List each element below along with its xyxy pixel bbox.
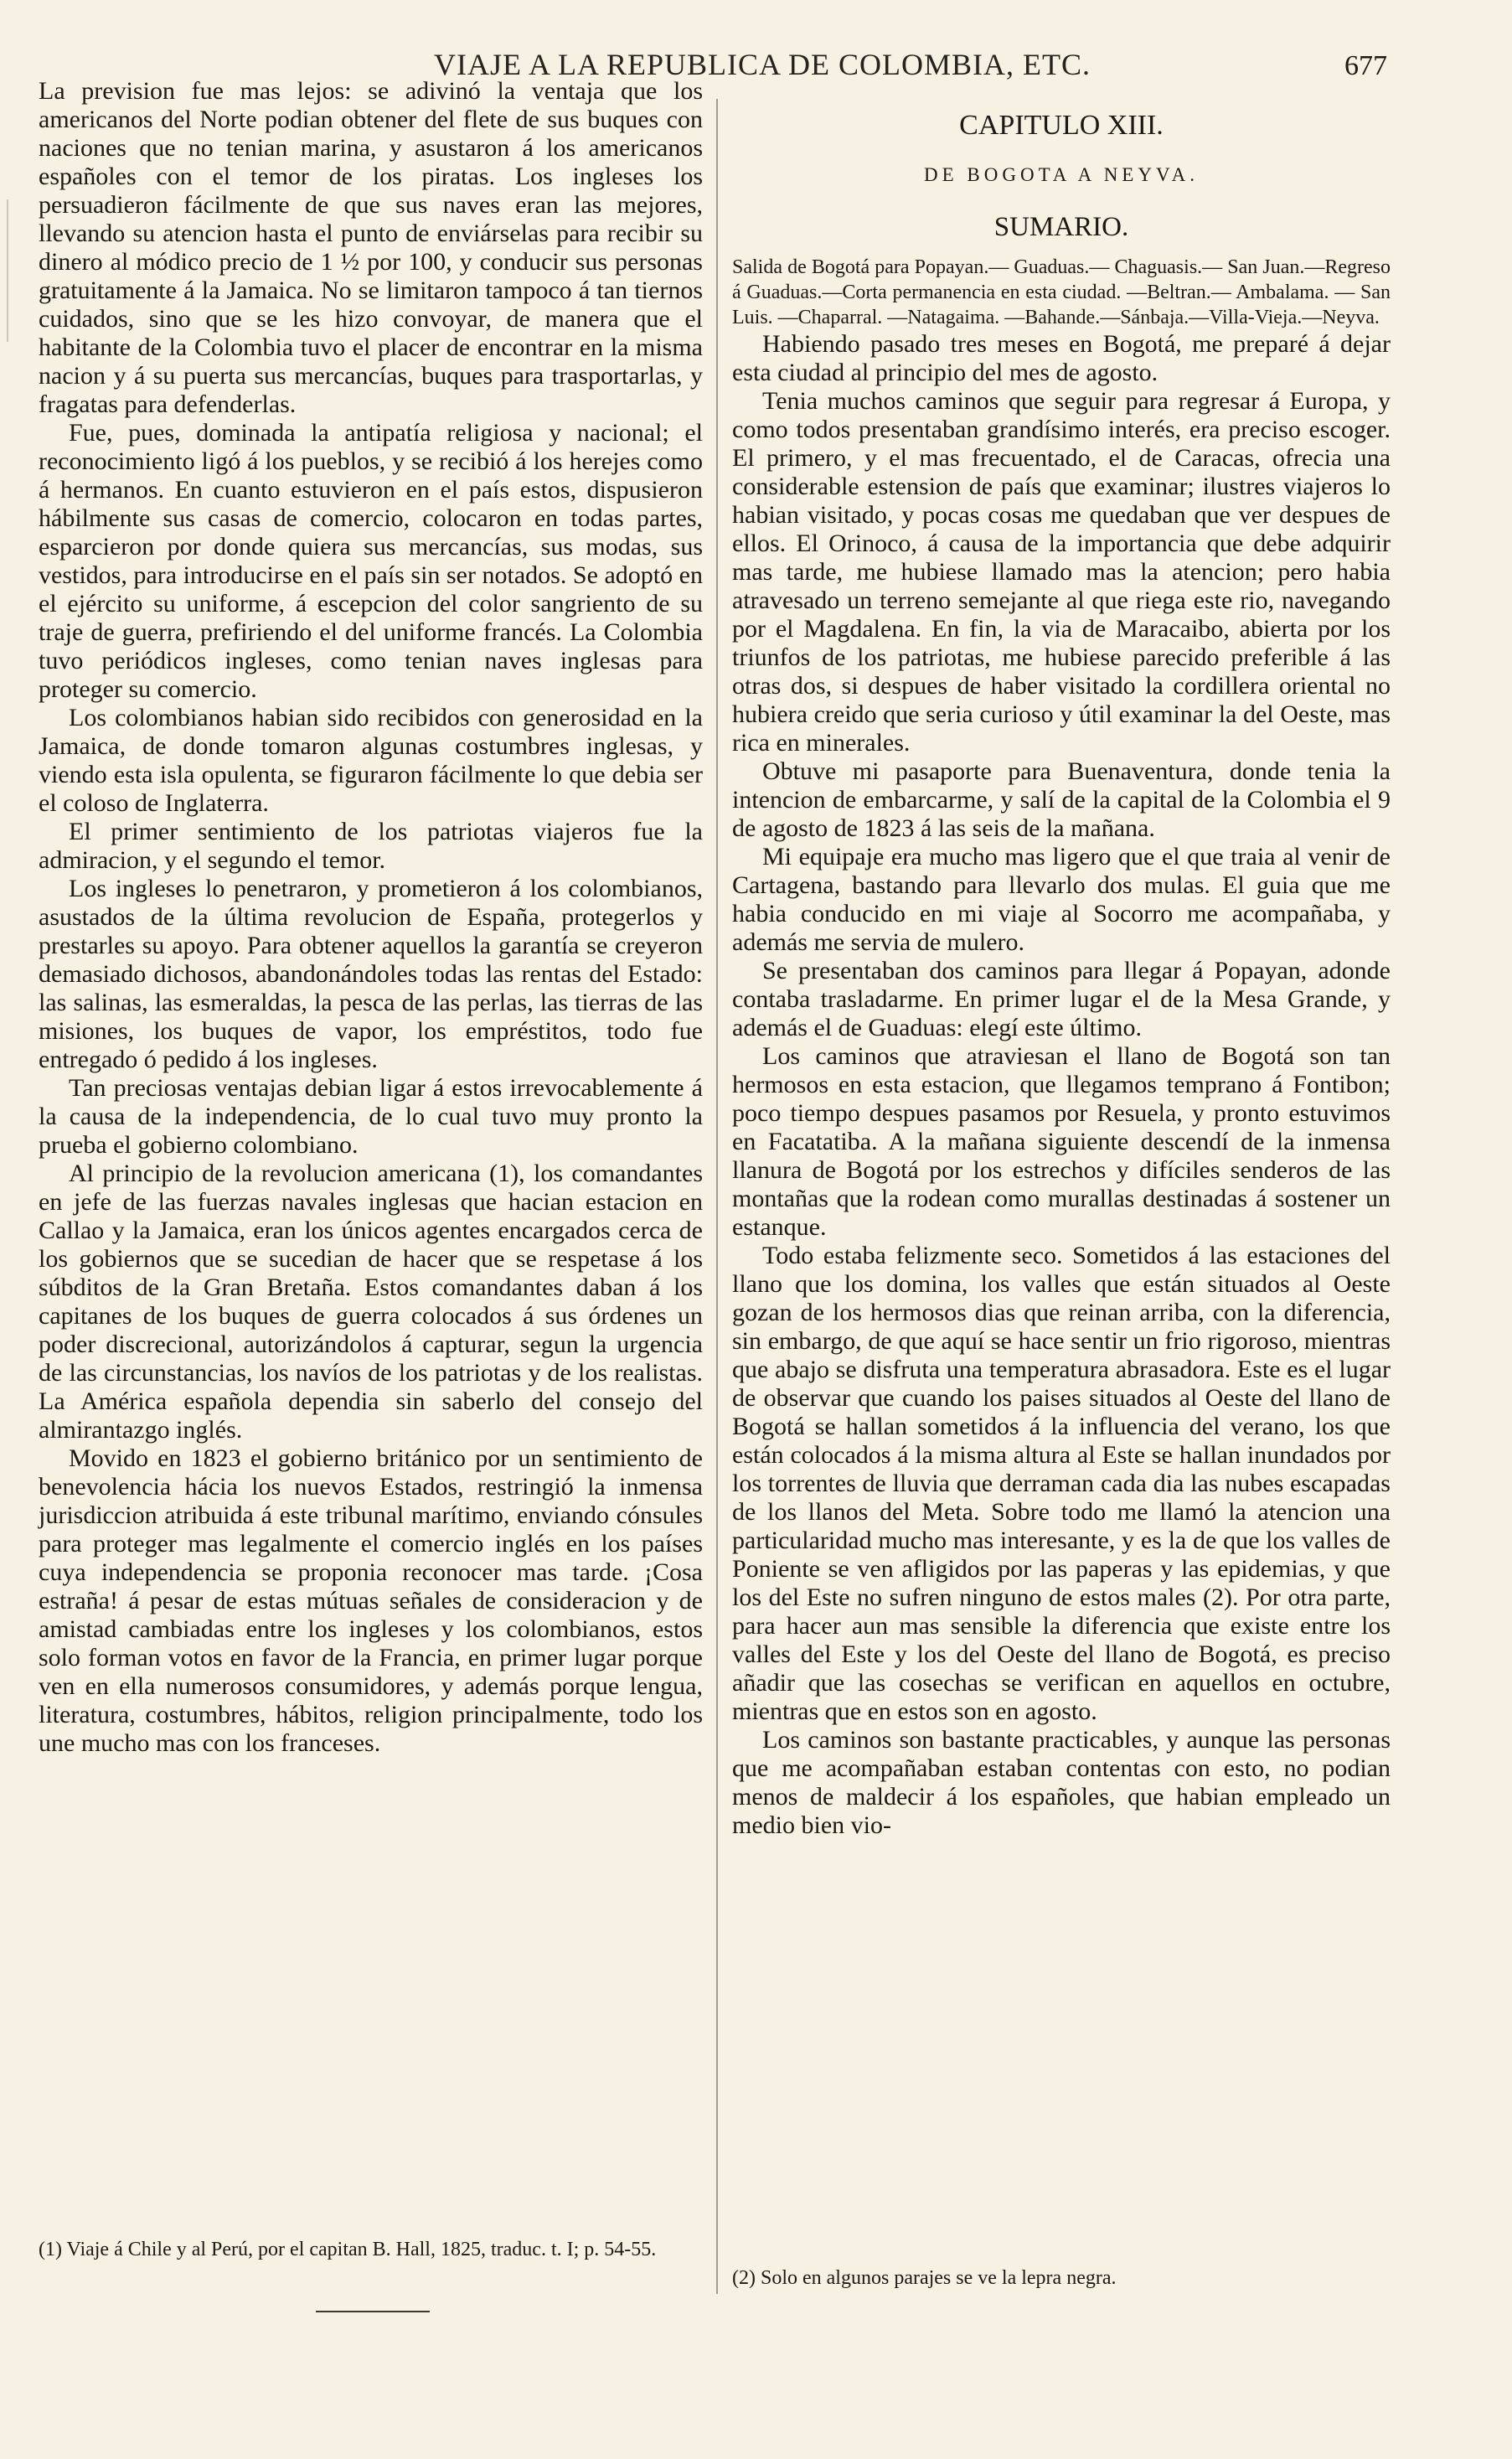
left-paragraph-7: Al principio de la revolucion americana (1), los comandantes en jefe de las fuerzas navales inglesas que hacian estacion en Callao y la Jamaica, eran los únicos agentes encargados cerca de los gobiernos que se sucedian de hacer que se respetase á los súbditos de la Gran Bretaña. Estos comandantes daban á los capitanes de los buques de guerra colocados á sus órdenes un poder discrecional, autorizándolos á capturar, segun la urgencia de las circunstancias, los navíos de los patriotas y de los realistas. La América española dependia sin saberlo del consejo del almirantazgo inglés. (39, 1160, 703, 1444)
margin-mark (7, 199, 8, 342)
page-number: 677 (1344, 50, 1387, 81)
summary-title: SUMARIO. (993, 212, 1129, 242)
left-paragraph-6: Tan preciosas ventajas debian ligar á estos irrevocablemente á la causa de la independencia, de lo cual tuvo muy pronto la prueba el gobierno colombiano. (39, 1074, 703, 1159)
chapter-title: CAPITULO XIII. (959, 110, 1164, 141)
footnote-right: (2) Solo en algunos parajes se ve la lepra negra. (732, 2267, 1117, 2289)
left-column (39, 77, 703, 1758)
footnote-rule (316, 2311, 430, 2312)
right-paragraph-5: Se presentaban dos caminos para llegar á Popayan, adonde contaba trasladarme. En primer lugar el de la Mesa Grande, y además el de Guaduas: elegí este último. (732, 957, 1391, 1041)
right-paragraph-7: Todo estaba felizmente seco. Sometidos á las estaciones del llano que los domina, los valles que están situados al Oeste gozan de los hermosos dias que reinan arriba, con la diferencia, sin embargo, de que aquí se hace sentir un frio rigoroso, mientras que abajo se disfruta una temperatura abrasadora. Este es el lugar de observar que cuando los paises situados al Oeste del llano de Bogotá se hallan sometidos á la influencia del verano, los que están colocados á la misma altura al Este se hallan inundados por los torrentes de lluvia que derraman cada dia las nubes escapadas de los llanos del Meta. Sobre todo me llamó la atencion una particularidad mucho mas interesante, y es la de que los valles de Poniente se ven afligidos por las paperas y las epidemias, y que los del Este no sufren ninguno de estos males (2). Por otra parte, para hacer aun mas sensible la diferencia que existe entre los valles del Este y los del Oeste del llano de Bogotá, es preciso añadir que las cosechas se verifican en aquellos en octubre, mientras que en estos son en agosto. (732, 1242, 1391, 1725)
running-head: VIAJE A LA REPUBLICA DE COLOMBIA, ETC. (433, 48, 1091, 81)
left-paragraph-3: Los colombianos habian sido recibidos con generosidad en la Jamaica, de donde tomaron algunas costumbres inglesas, y viendo esta isla opulenta, se figuraron fácilmente lo que debia ser el coloso de Inglaterra. (39, 704, 703, 817)
left-paragraph-4: El primer sentimiento de los patriotas viajeros fue la admiracion, y el segundo el temor. (39, 818, 703, 874)
summary-text: Salida de Bogotá para Popayan.— Guaduas.— Chaguasis.— San Juan.—Regreso á Guaduas.—Corta permanencia en esta ciudad. —Beltran.— Ambalama. — San Luis. —Chaparral. —Natagaima. —Bahande.—Sánbaja.—Villa-Vieja.—Neyva. (732, 256, 1391, 328)
right-paragraph-3: Obtuve mi pasaporte para Buenaventura, donde tenia la intencion de embarcarme, y salí de la capital de la Colombia el 9 de agosto de 1823 á las seis de la mañana. (732, 757, 1391, 842)
left-paragraph-2: Fue, pues, dominada la antipatía religiosa y nacional; el reconocimiento ligó á los pueblos, y se recibió á los herejes como á hermanos. En cuanto estuvieron en el país estos, dispusieron hábilmente sus casas de comercio, colocaron en todas partes, esparcieron por donde quiera sus mercancías, sus modas, sus vestidos, para introducirse en el país sin ser notados. Se adoptó en el ejército su uniforme, á escepcion del color sangriento de su traje de guerra, prefiriendo el del uniforme francés. La Colombia tuvo periódicos ingleses, como tenian naves inglesas para proteger su comercio. (39, 419, 703, 703)
right-paragraph-6: Los caminos que atraviesan el llano de Bogotá son tan hermosos en esta estacion, que llegamos temprano á Fontibon; poco tiempo despues pasamos por Resuela, y pronto estuvimos en Facatatiba. A la mañana siguiente descendí de la inmensa llanura de Bogotá por los estrechos y difíciles senderos de las montañas que la rodean como murallas destinadas á sostener un estanque. (732, 1042, 1391, 1241)
column-divider (716, 99, 718, 2294)
right-column (732, 77, 1391, 1840)
chapter-subtitle: DE BOGOTA A NEYVA. (924, 164, 1199, 185)
left-paragraph-5: Los ingleses lo penetraron, y prometieron á los colombianos, asustados de la última revolucion de España, protegerlos y prestarles su apoyo. Para obtener aquellos la garantía se creyeron demasiado dichosos, abandonándoles todas las rentas del Estado: las salinas, las esmeraldas, la pesca de las perlas, las tierras de las misiones, los buques de vapor, los empréstitos, todo fue entregado ó pedido á los ingleses. (39, 875, 703, 1073)
right-paragraph-8: Los caminos son bastante practicables, y aunque las personas que me acompañaban estaban contentas con esto, no podian menos de maldecir á los españoles, que habian empleado un medio bien vio- (732, 1726, 1391, 1839)
left-paragraph-1: La prevision fue mas lejos: se adivinó la ventaja que los americanos del Norte podian obtener del flete de sus buques con naciones que no tenian marina, y asustaron á los americanos españoles con el temor de los piratas. Los ingleses los persuadieron fácilmente de que sus naves eran las mejores, llevando su atencion hasta el punto de enviárselas para recibir su dinero al módico precio de 1 ½ por 100, y conducir sus personas gratuitamente á la Jamaica. No se limitaron tampoco á tan tiernos cuidados, sino que se les hizo convoyar, de manera que el habitante de la Colombia tuvo el placer de encontrar en la misma nacion y á su puerta sus mercancías, buques para trasportarlas, y fragatas para defenderlas. (39, 77, 703, 418)
left-paragraph-8: Movido en 1823 el gobierno británico por un sentimiento de benevolencia hácia los nuevos Estados, restringió la inmensa jurisdiccion atribuida á este tribunal marítimo, enviando cónsules para proteger mas legalmente el comercio inglés en los países cuya independencia se proponia reconocer mas tarde. ¡Cosa estraña! á pesar de estas mútuas señales de consideracion y de amistad cambiadas entre los ingleses y los colombianos, estos solo forman votos en favor de la Francia, en primer lugar porque ven en ella numerosos consumidores, y además porque lengua, literatura, costumbres, hábitos, religion principalmente, todo los une mucho mas con los franceses. (39, 1444, 703, 1757)
right-paragraph-1: Habiendo pasado tres meses en Bogotá, me preparé á dejar esta ciudad al principio del mes de agosto. (732, 330, 1391, 386)
right-paragraph-2: Tenia muchos caminos que seguir para regresar á Europa, y como todos presentaban grandísimo interés, era preciso escoger. El primero, y el mas frecuentado, el de Caracas, ofrecia una considerable estension de país que examinar; ilustres viajeros lo habian visitado, y pocas cosas me quedaban que ver despues de ellos. El Orinoco, á causa de la importancia que debe adquirir mas tarde, me hubiese llamado mas la atencion; pero habia atravesado un terreno semejante al que riega este rio, navegando por el Magdalena. En fin, la via de Maracaibo, abierta por los triunfos de los patriotas, me hubiese parecido preferible á las otras dos, si despues de haber visitado la cordillera oriental no hubiera creido que seria curioso y útil examinar la del Oeste, mas rica en minerales. (732, 387, 1391, 757)
footnote-left: (1) Viaje á Chile y al Perú, por el capitan B. Hall, 1825, traduc. t. I; p. 54-55. (39, 2239, 657, 2260)
right-paragraph-4: Mi equipaje era mucho mas ligero que el que traia al venir de Cartagena, bastando para llevarlo dos mulas. El guia que me habia conducido en mi viaje al Socorro me acompañaba, y además me servia de mulero. (732, 843, 1391, 956)
